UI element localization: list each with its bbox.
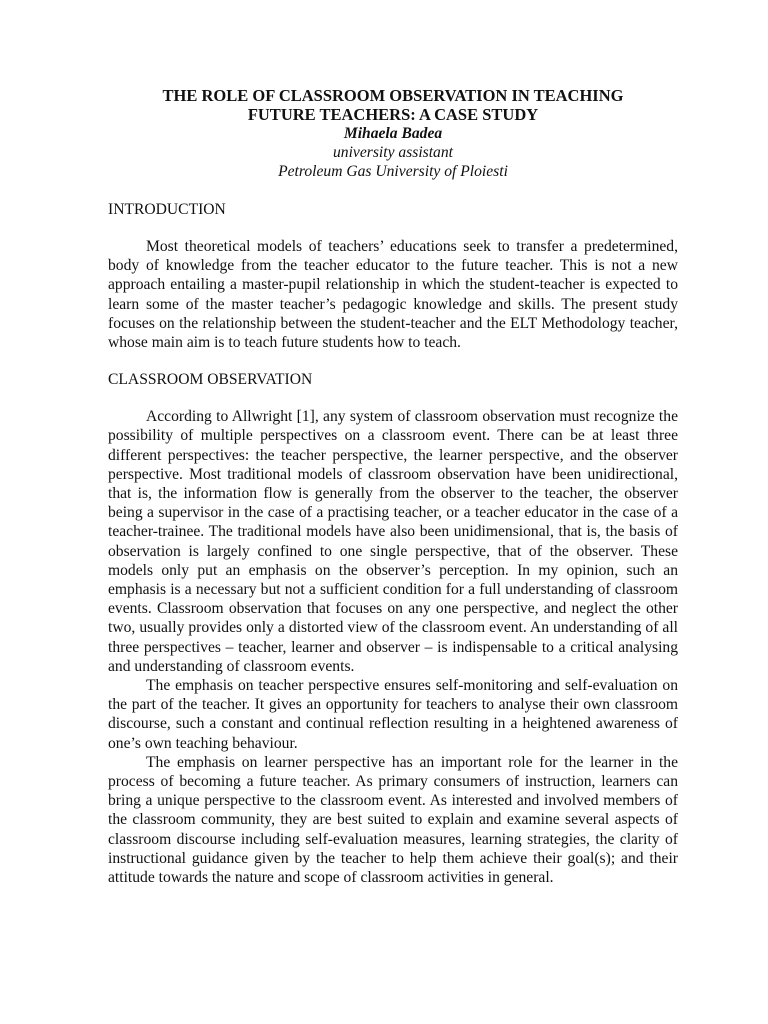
paper-title-line-1: THE ROLE OF CLASSROOM OBSERVATION IN TEACHING bbox=[162, 86, 624, 105]
paper-page bbox=[108, 86, 678, 887]
spacer bbox=[108, 181, 678, 200]
paper-header bbox=[108, 86, 678, 181]
classroom-observation-paragraph-1: According to Allwright [1], any system of classroom observation must recognize the possibility of multiple perspectives on a classroom event. There can be at least three different perspectives: the teacher perspective, the learner perspective, and the observer perspective. Most traditional models of classroom observation have been unidirectional, that is, the information flow is generally from the observer to the teacher, the observer being a supervisor in the case of a practising teacher, or a teacher educator in the case of a teacher-trainee. The traditional models have also been unidimensional, that is, the basis of observation is largely confined to one single perspective, that of the observer. These models only put an emphasis on the observer’s perception. In my opinion, such an emphasis is a necessary but not a sufficient condition for a full understanding of classroom events. Classroom observation that focuses on any one perspective, and neglect the other two, usually provides only a distorted view of the classroom event. An understanding of all three perspectives – teacher, learner and observer – is indispensable to a critical analysing and understanding of classroom events. bbox=[108, 408, 678, 675]
author-position: university assistant bbox=[333, 144, 453, 161]
author-name: Mihaela Badea bbox=[343, 125, 443, 142]
paper-title-line-2: FUTURE TEACHERS: A CASE STUDY bbox=[247, 105, 539, 124]
spacer bbox=[108, 389, 678, 407]
spacer bbox=[108, 352, 678, 370]
section-heading-classroom-observation: CLASSROOM OBSERVATION bbox=[108, 371, 313, 389]
author-affiliation: Petroleum Gas University of Ploiesti bbox=[278, 163, 508, 180]
classroom-observation-paragraph-3: The emphasis on learner perspective has an important role for the learner in the process of becoming a future teacher. As primary consumers of instruction, learners can bring a unique perspective to the classroom event. As interested and involved members of the classroom community, they are best suited to explain and examine several aspects of classroom discourse including self-evaluation measures, learning strategies, the clarity of instructional guidance given by the teacher to help them achieve their goal(s); and their attitude towards the nature and scope of classroom activities in general. bbox=[108, 753, 678, 887]
introduction-paragraph: Most theoretical models of teachers’ educations seek to transfer a predetermined, body of knowledge from the teacher educator to the future teacher. This is not a new approach entailing a master-pupil relationship in which the student-teacher is expected to learn some of the master teacher’s pedagogic knowledge and skills. The present study focuses on the relationship between the student-teacher and the ELT Methodology teacher, whose main aim is to teach future students how to teach. bbox=[108, 238, 678, 352]
spacer bbox=[108, 219, 678, 237]
classroom-observation-paragraph-2: The emphasis on teacher perspective ensures self-monitoring and self-evaluation on the part of the teacher. It gives an opportunity for teachers to analyse their own classroom discourse, such a constant and continual reflection resulting in a heightened awareness of one’s own teaching behaviour. bbox=[108, 677, 678, 752]
section-heading-introduction: INTRODUCTION bbox=[108, 201, 226, 218]
